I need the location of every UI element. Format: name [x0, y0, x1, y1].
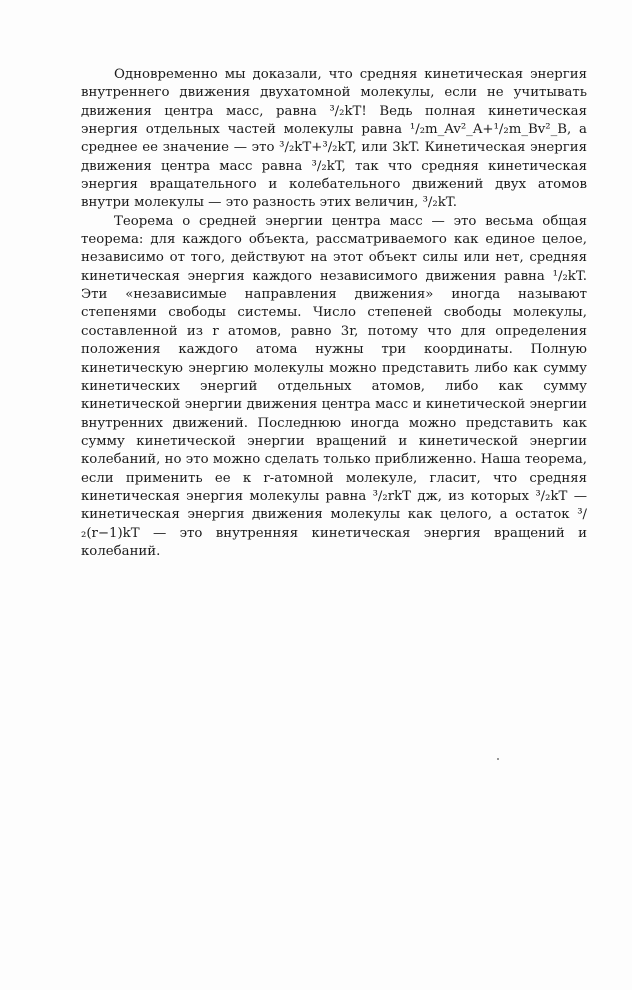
body-text [81, 66, 587, 561]
paragraph-2: Теорема о средней энергии центра масс — это весьма общая теорема: для каждого объекта, рассматриваемого как единое целое, независимо от того, действуют на этот объект силы или нет, средняя кинетическая энергия каждого независимого движения равна ¹/₂kT. Эти «независимые направления движения» иногда называют степенями свободы системы. Число степеней свободы молекулы, составленной из r атомов, равно 3r, потому что для определения положения каждого атома нужны три координаты. Полную кинетическую энергию молекулы можно представить либо как сумму кинетических энергий отдельных атомов, либо как сумму кинетической энергии движения центра масс и кинетической энергии внутренних движений. Последнюю иногда можно представить как сумму кинетической энергии вращений и кинетической энергии колебаний, но это можно сделать только приближенно. Наша теорема, если применить ее к r-атомной молекуле, гласит, что средняя кинетическая энергия молекулы равна ³/₂rkT дж, из которых ³/₂kT — кинетическая энергия движения молекулы как целого, а остаток ³/₂(r−1)kT — это внутренняя кинетическая энергия вращений и колебаний. [81, 213, 587, 559]
paragraph-1: Одновременно мы доказали, что средняя кинетическая энергия внутреннего движения двухатомной молекулы, если не учитывать движения центра масс, равна ³/₂kT! Ведь полная кинетическая энергия отдельных частей молекулы равна ¹/₂m_Av²_A+¹/₂m_Bv²_B, а среднее ее значение — это ³/₂kT+³/₂kT, или 3kT. Кинетическая энергия движения центра масс равна ³/₂kT, так что средняя кинетическая энергия вращательного и колебательного движений двух атомов внутри молекулы — это разность этих величин, ³/₂kT. [81, 67, 587, 211]
print-speck [497, 758, 499, 760]
